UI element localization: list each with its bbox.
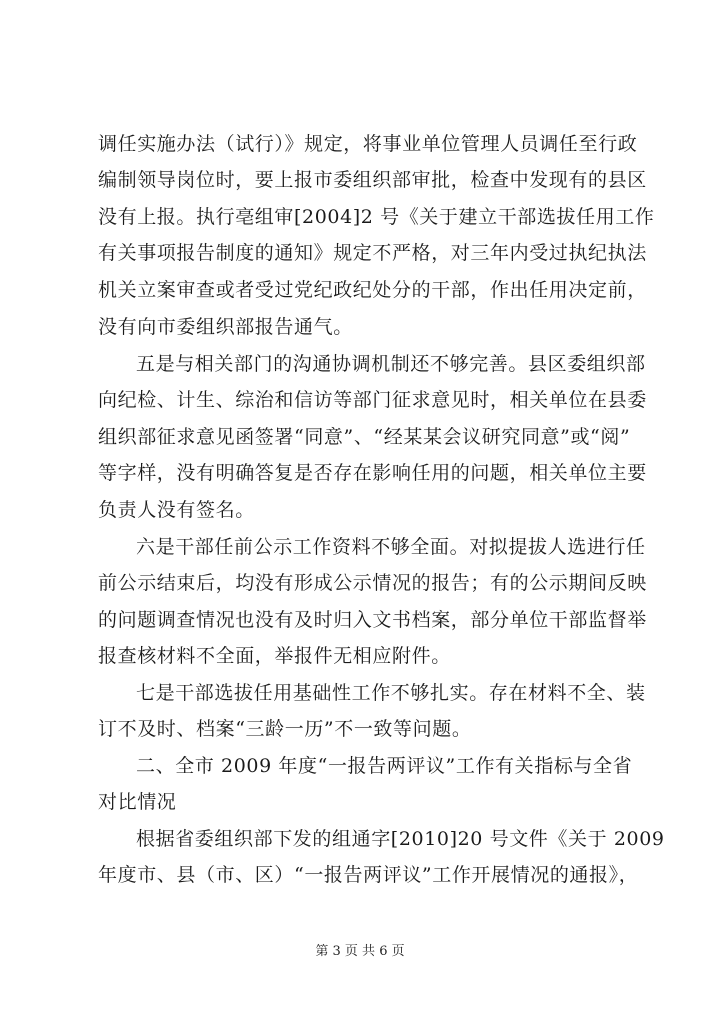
text-line: 机关立案审查或者受过党纪政纪处分的干部，作出任用决定前， [98,279,647,301]
text-line: 组织部征求意见函签署“同意”、“经某某会议研究同意”或“阅” [98,426,631,448]
text-line: 没有向市委组织部报告通气。 [98,316,353,338]
text-line: 年度市、县（市、区）“一报告两评议”工作开展情况的通报》， [98,864,639,886]
text-line: 没有上报。执行亳组审[2004]2 号《关于建立干部选拔任用工作 [98,206,655,228]
text-line: 报查核材料不全面，举报件无相应附件。 [98,645,451,667]
section-heading-line: 二、全市 2009 年度“一报告两评议”工作有关指标与全省 [136,755,633,777]
text-line: 向纪检、计生、综治和信访等部门征求意见时，相关单位在县委 [98,389,647,411]
paragraph-start-line: 根据省委组织部下发的组通字[2010]20 号文件《关于 2009 [136,828,665,850]
paragraph-start-line: 五是与相关部门的沟通协调机制还不够完善。县区委组织部 [136,353,646,375]
section-heading-line: 对比情况 [98,791,177,813]
paragraph-start-line: 六是干部任前公示工作资料不够全面。对拟提拔人选进行任 [136,536,646,558]
text-line: 订不及时、档案“三龄一历”不一致等问题。 [98,718,472,740]
text-line: 前公示结束后，均没有形成公示情况的报告；有的公示期间反映 [98,572,647,594]
text-line: 有关事项报告制度的通知》规定不严格，对三年内受过执纪执法 [98,242,647,264]
text-line: 的问题调查情况也没有及时归入文书档案，部分单位干部监督举 [98,609,647,631]
text-line: 编制领导岗位时，要上报市委组织部审批，检查中发现有的县区 [98,169,647,191]
text-line: 负责人没有签名。 [98,499,255,521]
page-number-footer: 第 3 页 共 6 页 [315,944,405,959]
paragraph-start-line: 七是干部选拔任用基础性工作不够扎实。存在材料不全、装 [136,682,646,704]
text-line: 等字样，没有明确答复是否存在影响任用的问题，相关单位主要 [98,462,647,484]
text-line: 调任实施办法（试行）》规定，将事业单位管理人员调任至行政 [98,133,638,155]
